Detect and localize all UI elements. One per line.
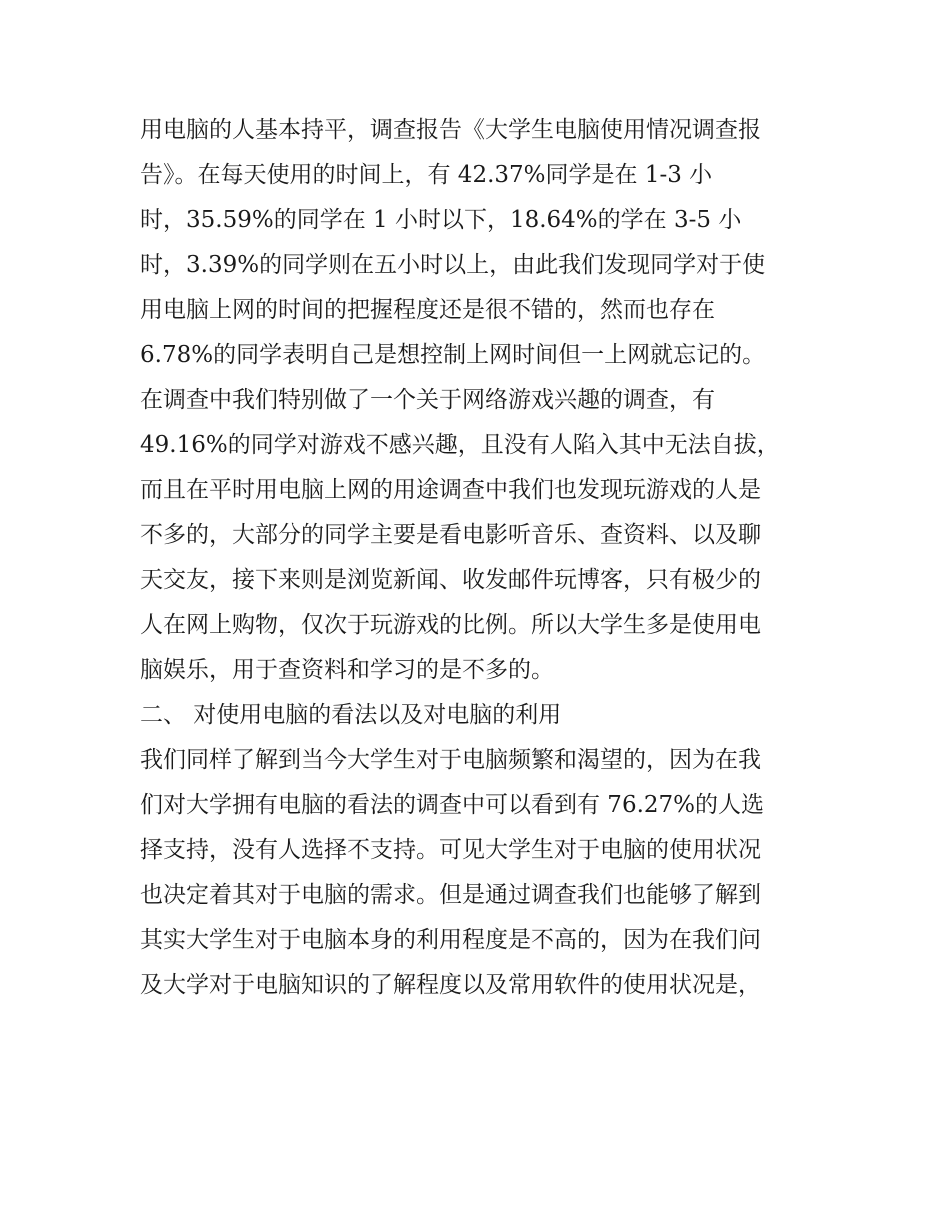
body-line: 告》。在每天使用的时间上，有 42.37%同学是在 1-3 小: [140, 162, 713, 188]
body-line: 用电脑上网的时间的把握程度还是很不错的，然而也存在: [140, 297, 715, 323]
body-line: 49.16%的同学对游戏不感兴趣，且没有人陷入其中无法自拔，: [140, 432, 780, 458]
body-line: 而且在平时用电脑上网的用途调查中我们也发现玩游戏的人是: [140, 477, 761, 503]
body-line: 不多的，大部分的同学主要是看电影听音乐、查资料、以及聊: [140, 522, 761, 548]
body-line: 也决定着其对于电脑的需求。但是通过调查我们也能够了解到: [140, 882, 761, 908]
body-line: 择支持，没有人选择不支持。可见大学生对于电脑的使用状况: [140, 837, 761, 863]
body-line: 我们同样了解到当今大学生对于电脑频繁和渴望的，因为在我: [140, 747, 761, 773]
body-line: 脑娱乐，用于查资料和学习的是不多的。: [140, 657, 554, 683]
document-body: [140, 108, 830, 1008]
body-line: 时，35.59%的同学在 1 小时以下，18.64%的学在 3-5 小: [140, 207, 742, 233]
body-line: 天交友，接下来则是浏览新闻、收发邮件玩博客，只有极少的: [140, 567, 761, 593]
body-line: 用电脑的人基本持平，调查报告《大学生电脑使用情况调查报: [140, 117, 761, 143]
body-line: 在调查中我们特别做了一个关于网络游戏兴趣的调查，有: [140, 387, 715, 413]
section-heading: 二、 对使用电脑的看法以及对电脑的利用: [140, 702, 562, 728]
body-line: 人在网上购物，仅次于玩游戏的比例。所以大学生多是使用电: [140, 612, 761, 638]
body-line: 及大学对于电脑知识的了解程度以及常用软件的使用状况是，: [140, 972, 761, 998]
body-line: 们对大学拥有电脑的看法的调查中可以看到有 76.27%的人选: [140, 792, 765, 818]
body-line: 其实大学生对于电脑本身的利用程度是不高的，因为在我们问: [140, 927, 761, 953]
body-line: 时，3.39%的同学则在五小时以上，由此我们发现同学对于使: [140, 252, 766, 278]
body-line: 6.78%的同学表明自己是想控制上网时间但一上网就忘记的。: [140, 342, 766, 368]
